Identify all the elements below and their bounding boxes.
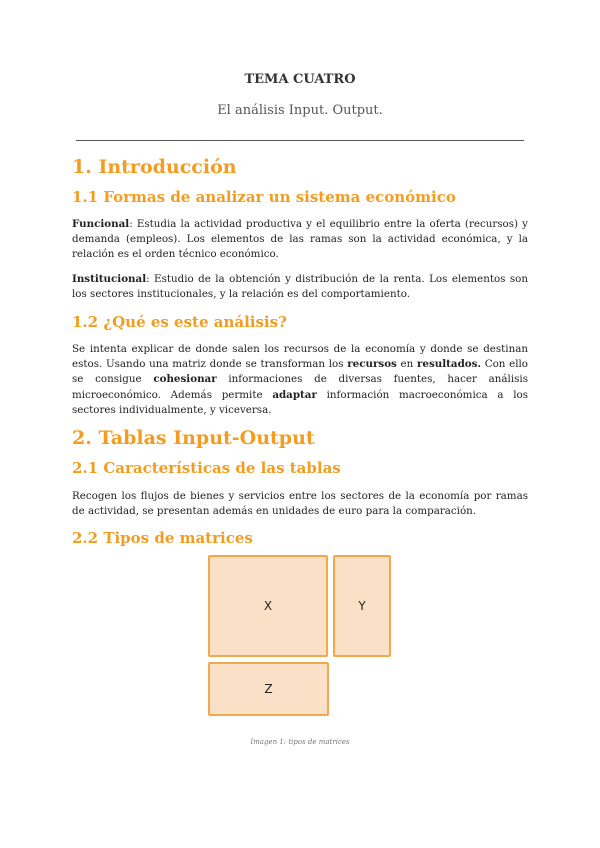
analysis-text-1: Se intenta explicar de donde salen los recursos de la economía y donde se destinan estos. Usando una matriz donde se transforman los bbox=[72, 343, 528, 371]
analysis-text-2: en bbox=[396, 358, 417, 371]
institucional-paragraph bbox=[72, 272, 528, 302]
section-1-2-heading: 1.2 ¿Qué es este análisis? bbox=[72, 313, 287, 331]
section-1-heading: 1. Introducción bbox=[72, 156, 237, 178]
figure-caption: Imagen 1: tipos de matrices bbox=[250, 738, 350, 746]
analysis-bold-recursos: recursos bbox=[347, 358, 397, 371]
analysis-paragraph bbox=[72, 342, 528, 418]
section-1-1-heading: 1.1 Formas de analizar un sistema económico bbox=[72, 188, 456, 206]
matrix-y-label: Y bbox=[358, 599, 366, 613]
analysis-text-3: Con ello se consigue bbox=[72, 358, 528, 386]
section-2-heading: 2. Tablas Input-Output bbox=[72, 427, 315, 449]
section-2-1-heading: 2.1 Características de las tablas bbox=[72, 459, 341, 477]
matrix-z-label: Z bbox=[264, 682, 273, 696]
analysis-text-5: información macroeconómica a los sectores individualmente, y viceversa. bbox=[72, 388, 528, 416]
analysis-text-4: informaciones de diversas fuentes, hacer análisis microeconómico. Además permite bbox=[72, 373, 528, 401]
section-2-2-heading: 2.2 Tipos de matrices bbox=[72, 529, 253, 547]
tables-paragraph: Recogen los flujos de bienes y servicios entre los sectores de la economía por ramas de actividad, se presentan además en unidades de euro para la comparación. bbox=[72, 490, 528, 518]
analysis-bold-resultados: resultados. bbox=[416, 358, 482, 371]
funcional-term: Funcional bbox=[72, 218, 130, 230]
title-divider bbox=[76, 140, 524, 141]
analysis-bold-cohesionar: cohesionar bbox=[153, 373, 217, 386]
matrix-x-box bbox=[208, 555, 328, 657]
document-subtitle: El análisis Input. Output. bbox=[217, 103, 383, 118]
matrix-x-label: X bbox=[263, 599, 273, 613]
funcional-text: : Estudia la actividad productiva y el equilibrio entre la oferta (recursos) y demanda (empleos). Los elementos de las ramas son la actividad económica, y la relación es el orden técnico económico. bbox=[72, 218, 528, 261]
document-title: TEMA CUATRO bbox=[244, 72, 356, 87]
matrix-y-box bbox=[333, 555, 391, 657]
analysis-bold-adaptar: adaptar bbox=[272, 388, 317, 401]
funcional-paragraph bbox=[72, 217, 528, 263]
institucional-term: Institucional bbox=[72, 273, 147, 285]
matrix-z-box bbox=[208, 662, 329, 716]
institucional-text: : Estudio de la obtención y distribución de la renta. Los elementos son los sectores institucionales, y la relación es del comportamiento. bbox=[72, 273, 528, 301]
